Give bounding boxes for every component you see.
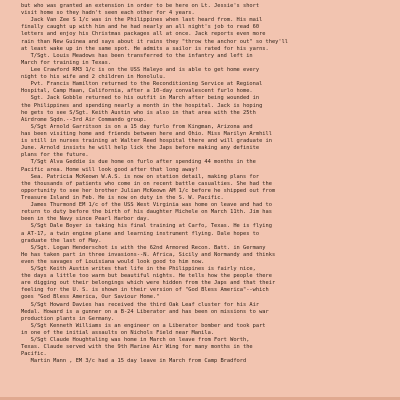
text-line: Martin Mann , EM 3/c had a 15 day leave in March from Camp Bradford — [21, 358, 247, 365]
text-line: a AT-17, a twin engine plane and learning instrument flying. Dale hopes to — [21, 230, 260, 237]
text-line: S/Sgt Kenneth Williams is an engineer on a Liberator bomber and took part — [21, 322, 266, 329]
text-line: June. Arnold insists he will help lick the Japs before making any definite — [21, 145, 260, 152]
text-line: James Thurmond EM 1/c of the USS West Virginia was home on leave and had to — [21, 202, 272, 209]
text-line: Pvt. Francis Hamilton returned to the Reconditioning Service at Regional — [21, 81, 263, 88]
text-line: letters and enjoy his Christmas packages all at once. Jack reports even more — [21, 31, 266, 38]
text-line: has been visiting home and friends between here and Ohio. Miss Marilyn Armhill — [21, 130, 272, 137]
text-line: graduate the last of May. — [21, 237, 102, 244]
text-line: T/Sgt. Louis Meadows has been transferred to the infantry and left in — [21, 52, 253, 59]
text-line: but who was granted an extension in order to be here on Lt. Jessie's short — [21, 3, 260, 9]
text-line: he gets to see S/Sgt. Keith Austin who is also in that area with the 25th — [21, 109, 256, 116]
text-line: in one of the initial assaults on Nichols Field near Manila. — [21, 330, 215, 337]
text-line: the days a little too warm but beautiful nights. He tells how the people there — [21, 273, 272, 280]
text-line: is still in nurses training at Walter Reed hospital there and will graduate in — [21, 138, 272, 145]
text-line: even the savages of Louisiana would look good to him now. — [21, 258, 205, 265]
text-line: S/Sgt Howard Davies has received the third Oak Leaf cluster for his Air — [21, 301, 260, 308]
text-line: Jack Van Zee S 1/c was in the Philippines when last heard from. His mail — [21, 17, 263, 24]
text-line: the thousands of patients who come in on recent battle casualties. She had the — [21, 180, 272, 187]
text-line: finally caught up with him and he had nearly an all night's job to read 60 — [21, 24, 260, 31]
text-line: S/Sgt Dale Boyer is taking his final training at Carfo, Texas. He is flying — [21, 223, 272, 230]
text-line: Airdrome Sqdn.--3rd Air Commando group. — [21, 116, 147, 123]
text-line: production plants in Germany. — [21, 315, 115, 322]
text-line: are digging out their belongings which were hidden from the Japs and that their — [21, 280, 276, 287]
text-line: Texas. Claude served with the 9th Marine Air Wing for many months in the — [21, 344, 253, 351]
text-line: opportunity to see her brother Julian McKeown AM 1/c before he shipped out from — [21, 187, 276, 194]
text-line: He has taken part in three invasions--N. Africa, Sicily and Normandy and thinks — [21, 251, 276, 258]
text-line: return to duty before the birth of his daughter Michele on March 11th. Jim has — [21, 209, 272, 216]
text-line: Hospital, Camp Haan, California, after a 10-day convalescent furlo home. — [21, 88, 253, 95]
text-line: S/Sgt. Logan Henderschot is with the 62nd Armored Recon. Batt. in Germany — [21, 244, 266, 251]
text-line: been in the Navy since Pearl Harbor day. — [21, 216, 150, 223]
text-line: Lee Crawford RM3 1/c is on the USS Haleyo and is able to get home every — [21, 66, 260, 73]
text-line: night to his wife and 2 children in Honolulu. — [21, 74, 166, 81]
text-line: Sea. Patricia McKeown W.A.S. is now on station detail, making plans for — [21, 173, 260, 180]
text-line: rain than New Guinea and says about it rains they "throw the anchor out" so they'll — [21, 38, 289, 45]
text-line: feeling for the U. S. is shown in their version of "God Bless America"--which — [21, 287, 269, 294]
text-line: S/Sgt Keith Austin writes that life in the Philippines is fairly nice, — [21, 266, 256, 273]
text-line: March for training in Texas. — [21, 59, 112, 66]
text-line: T/Sgt Alva Geddie is due home on furlo after spending 44 months in the — [21, 159, 256, 166]
text-line: S/Sgt Arnold Garritson is on a 15 day furlo from Kingman, Arizona and — [21, 123, 253, 130]
text-line: plans for the future. — [21, 152, 89, 159]
text-line: goes "God Bless America, Our Saviour Home." — [21, 294, 160, 301]
text-line: S/Sgt Claude Houghtaling was home in March on leave from Fort Worth, — [21, 337, 250, 344]
text-line: Pacific. — [21, 351, 47, 358]
text-line: Sgt. Jack Gobble returned to his outfit in March after being wounded in — [21, 95, 260, 102]
text-line: Pacific area. Home will look good after that long away! — [21, 166, 198, 173]
text-line: Medal. Howard is a gunner on a B-24 Liberator and has been on missions to war — [21, 308, 269, 315]
text-line: visit home so they hadn't seen each other for 4 years. — [21, 10, 195, 17]
text-line: Treasure Island in Feb. He is now on duty in the S. W. Pacific. — [21, 194, 224, 201]
text-line: the Philippines and spending nearly a month in the hospital. Jack is hoping — [21, 102, 263, 109]
text-line: at least wake up in the same spot. He admits a sailor is rated for his yarns. — [21, 45, 269, 52]
